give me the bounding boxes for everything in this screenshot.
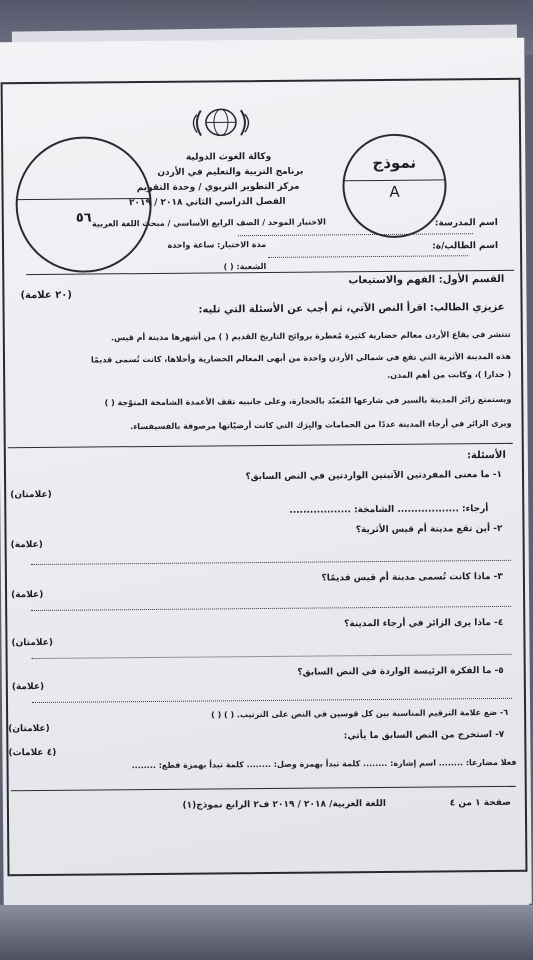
- section-label: الشعبة: ( ): [223, 261, 267, 272]
- question-1-sub[interactable]: أرجاء: .................. الشامخة: ..................: [289, 504, 489, 516]
- model-divider: [344, 179, 444, 181]
- school-label: اسم المدرسة:: [434, 217, 498, 229]
- question-3: ٣- ماذا كانت تُسمى مدينة أم قيس قديمًا؟: [321, 571, 503, 584]
- question-7-marks: (٤ علامات): [8, 747, 57, 759]
- section1-marks: (٢٠ علامة): [20, 289, 73, 302]
- model-letter: A: [389, 182, 400, 201]
- model-circle: [342, 133, 447, 238]
- passage-line-4: ويستمتع زائر المدينة بالسير في شارعها المُعبّد بالحجارة، وعلى جانبيه تقف الأعمدة الشامخة المتوّجة ( ): [104, 394, 512, 408]
- question-5-marks: (علامة): [11, 681, 45, 693]
- questions-heading: الأسئلة:: [466, 449, 506, 462]
- exam-title: الاختبار الموحد / الصف الرابع الأساسي / مبحث اللغة العربية: [91, 217, 326, 229]
- section1-title: القسم الأول: الفهم والاستيعاب: [348, 273, 505, 287]
- semester: الفصل الدراسي الثاني ٢٠١٨ / ٢٠١٩: [128, 196, 286, 209]
- question-6: ٦- ضع علامة الترقيم المناسبة بين كل قوسين في النص على الترتيب. ( ) ( ): [211, 707, 509, 720]
- question-5: ٥- ما الفكرة الرئيسة الواردة في النص السابق؟: [297, 665, 504, 678]
- un-emblem-icon: [187, 102, 255, 143]
- question-7-sub[interactable]: فعلا مضارعا: ........ اسم إشارة: ........ كلمة تبدأ بهمزة وصل: ........ كلمة تبدأ بهمزة قطع: ........: [131, 757, 517, 771]
- student-label: اسم الطالب/ة:: [432, 240, 499, 252]
- score-value: ٥٦: [75, 210, 92, 226]
- exam-sheet: [0, 38, 532, 909]
- section1-intro: عزيزي الطالب: اقرأ النص الآتي، ثم أجب عن الأسئلة التي تليه:: [198, 301, 505, 316]
- question-2: ٢- أين تقع مدينة أم قيس الأثرية؟: [355, 523, 503, 536]
- question-3-marks: (علامة): [11, 589, 44, 601]
- center-name: مركز التطوير التربوي / وحدة التقويم: [136, 181, 300, 194]
- model-label: نموذج: [372, 153, 417, 173]
- question-1: ١- ما معنى المفردتين الآتيتين الواردتين في النص السابق؟: [245, 469, 503, 483]
- score-divider: [18, 198, 150, 200]
- question-4-marks: (علامتان): [11, 637, 54, 649]
- passage-line-1: تنتشر في بقاع الأردن معالم حضارية كثيرة مُعطرة بروائح التاريخ القديم ( ) من أشهرها مدينة أم قيس.: [110, 329, 511, 343]
- question-2-marks: (علامة): [10, 539, 43, 551]
- footer-page: صفحة ١ من ٤: [449, 797, 511, 809]
- question-6-marks: (علامتان): [8, 723, 50, 735]
- passage-line-2: هذه المدينة الأثرية التي تقع في شمالي الأردن واحدة من أبهى المعالم الحضارية وأحلاها، كانت تُسمى قديمًا: [90, 351, 512, 365]
- passage-line-5: ويرى الزائر في أرجاء المدينة عددًا من الحمامات والبِرَك التي كانت أرضيّاتها مرصوفة بالفسيفساء.: [130, 418, 512, 432]
- question-1-marks: (علامتان): [10, 489, 52, 501]
- background-bottom: [0, 905, 533, 960]
- passage-line-3: ( جدارا )، وكانت من أهم المدن.: [387, 369, 512, 380]
- question-4: ٤- ماذا يرى الزائر في أرجاء المدينة؟: [344, 617, 504, 630]
- program-name: برنامج التربية والتعليم في الأردن: [157, 166, 304, 178]
- agency-name: وكالة الغوث الدولية: [185, 151, 272, 163]
- exam-duration: مدة الاختبار: ساعة واحدة: [167, 239, 267, 250]
- question-7: ٧- استخرج من النص السابق ما يأتي:: [343, 729, 505, 742]
- score-circle: [15, 136, 152, 273]
- footer-subject: اللغة العربية/ ٢٠١٨ / ٢٠١٩ ف٢ الرابع نموذج(١): [182, 798, 386, 811]
